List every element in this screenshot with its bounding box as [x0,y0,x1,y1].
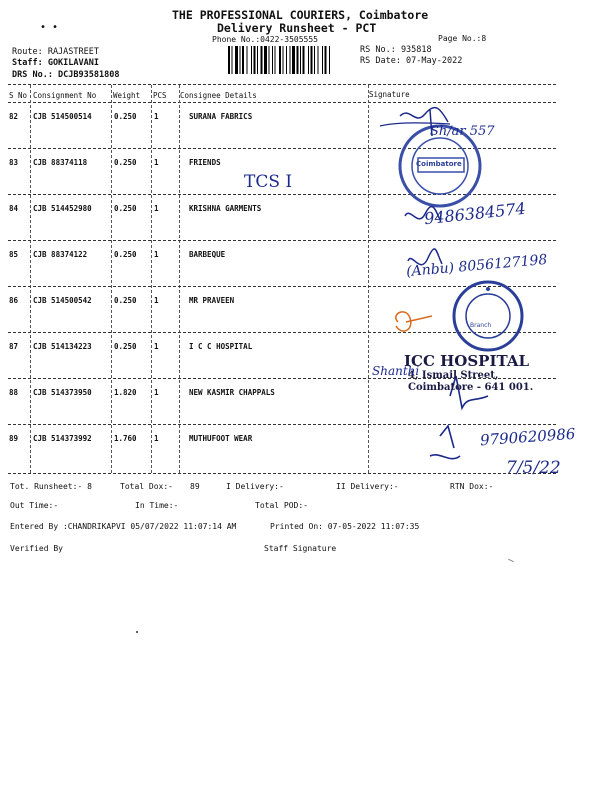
barcode-bar [257,46,258,74]
verified-by: Verified By [10,544,63,553]
barcode-bar [283,46,284,74]
barcode-bar [290,46,291,74]
total-dox-value: 89 [190,482,200,491]
icc-stamp-line2: Coimbatore - 641 001. [408,382,534,393]
row-pcs: 1 [154,296,159,305]
barcode-bar [240,46,241,74]
sep-2 [111,85,112,473]
row-consignee: SURANA FABRICS [189,112,253,121]
row-consignee: BARBEQUE [189,250,226,259]
row-sno: 84 [9,204,19,213]
row-sno: 88 [9,388,19,397]
col-signature: Signature [369,90,410,99]
row-consignment: CJB 514134223 [33,342,92,351]
barcode-bar [325,46,327,74]
handwriting-phone2: (Anbu) 8056127198 [405,251,548,281]
barcode-bar [279,46,281,74]
printed-on: Printed On: 07-05-2022 11:07:35 [270,522,420,531]
table-bottom-rule [8,473,556,474]
handwriting-tcs: TCS I [244,172,293,192]
row-consignee: MR PRAVEEN [189,296,235,305]
barcode-bar [261,46,263,74]
handwriting-phone3: 9790620986 [479,424,576,450]
row-sno: 89 [9,434,19,443]
row-consignment: CJB 514373992 [33,434,92,443]
dots-mark: • • [40,22,59,33]
barcode-bar [232,46,233,74]
barcode-bar [303,46,305,74]
row-sno: 86 [9,296,19,305]
barcode-bar [272,46,273,74]
total-dox-label: Total Dox:- [120,482,173,491]
barcode-bar [247,46,248,74]
handwriting-date: 7/5/22 [506,458,561,478]
barcode-bar [292,46,295,74]
barcode-bar [329,46,330,74]
col-pcs: PCS [153,91,167,100]
sep-4 [179,85,180,473]
row-sno: 82 [9,112,19,121]
row-consignee: NEW KASMIR CHAPPALS [189,388,275,397]
runsheet-subtitle: Delivery Runsheet - PCT [217,21,377,35]
staff-signature: Staff Signature [264,544,337,553]
row-consignee: MUTHUFOOT WEAR [189,434,253,443]
barcode-bar [269,46,270,74]
barcode-bar [254,46,256,74]
row-consignment: CJB 514452980 [33,204,92,213]
page-number: Page No.:8 [438,34,487,43]
in-time: In Time:- [135,501,179,510]
row-sno: 85 [9,250,19,259]
total-pod: Total POD:- [255,501,308,510]
row-weight: 0.250 [114,112,137,121]
barcode-bar [242,46,244,74]
barcode-bar [308,46,309,74]
phone-number: Phone No.:0422-3505555 [212,35,318,44]
row-pcs: 1 [154,250,159,259]
handwriting-phone1: 9486384574 [423,198,527,229]
row-weight: 0.250 [114,296,137,305]
row-consignment: CJB 514373950 [33,388,92,397]
row-pcs: 1 [154,112,159,121]
i-delivery: I Delivery:- [226,482,284,491]
row-consignee: FRIENDS [189,158,221,167]
barcode-bar [286,46,287,74]
row-weight: 0.250 [114,158,137,167]
row-weight: 0.250 [114,342,137,351]
handwriting-row87: Shanthi [372,364,420,378]
row-consignment: CJB 88374118 [33,158,88,167]
row-pcs: 1 [154,204,159,213]
row-consignment: CJB 514500542 [33,296,92,305]
barcode-bar [300,46,301,74]
barcode-bar [311,46,313,74]
tot-runsheet: Tot. Runsheet:- 8 [10,482,92,491]
barcode-bar [297,46,299,74]
col-consignment: Consignment No [33,91,97,100]
row-consignee: KRISHNA GARMENTS [189,204,262,213]
row-pcs: 1 [154,388,159,397]
round-stamp-branch: Branch [470,322,492,329]
row-weight: 1.820 [114,388,137,397]
row-sno: 83 [9,158,19,167]
drs-number: DRS No.: DCJB93581808 [12,70,120,80]
barcode-bar [322,46,323,74]
barcode-bar [235,46,238,74]
row-weight: 1.760 [114,434,137,443]
rs-date: RS Date: 07-May-2022 [360,56,463,66]
handwriting-row82: Sh/ar 557 [430,124,495,139]
barcode-bar [314,46,315,74]
row-pcs: 1 [154,342,159,351]
barcode-bar [318,46,319,74]
col-sno: S No [9,91,28,100]
row-consignment: CJB 88374122 [33,250,88,259]
barcode [228,46,352,74]
staff-label: Staff: GOKILAVANI [12,58,99,68]
row-weight: 0.250 [114,250,137,259]
route-label: Route: RAJASTREET [12,47,99,57]
round-stamp-text: Coimbatore [416,160,462,168]
row-sno: 87 [9,342,19,351]
scan-speck [508,559,514,562]
icc-stamp-title: ICC HOSPITAL [404,352,530,370]
rtn-dox: RTN Dox:- [450,482,494,491]
ii-delivery: II Delivery:- [336,482,399,491]
row-consignee: I C C HOSPITAL [189,342,253,351]
rs-number: RS No.: 935818 [360,45,432,55]
row-weight: 0.250 [114,204,137,213]
scan-speck [136,631,138,633]
icc-stamp-line1: 4, Ismail Street, [408,370,499,381]
table-top-rule [8,84,556,85]
sep-3 [151,85,152,473]
sep-1 [30,85,31,473]
row-consignment: CJB 514500514 [33,112,92,121]
entered-by: Entered By :CHANDRIKAPVI 05/07/2022 11:07:14 AM [10,522,237,531]
barcode-bar [264,46,267,74]
company-title: THE PROFESSIONAL COURIERS, Coimbatore [172,8,429,22]
col-consignee: Consignee Details [180,91,257,100]
row-pcs: 1 [154,158,159,167]
col-weight: Weight [113,91,141,100]
barcode-bar [251,46,252,74]
out-time: Out Time:- [10,501,59,510]
barcode-bar [228,46,230,74]
row-pcs: 1 [154,434,159,443]
sep-5 [368,85,369,473]
barcode-bar [275,46,276,74]
